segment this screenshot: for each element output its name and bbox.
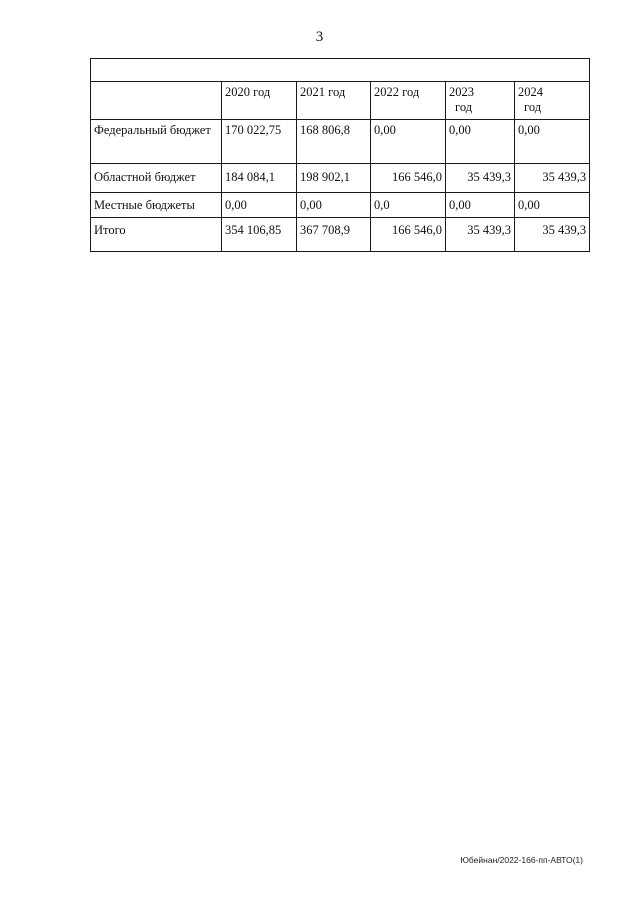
header-2023-line1: 2023 <box>449 85 474 99</box>
cell-2023: 35 439,3 <box>446 218 515 252</box>
table-row-total <box>91 218 590 252</box>
document-code: Юбейнан/2022-166-пп-АВТО(1) <box>460 855 583 865</box>
cell-2023: 35 439,3 <box>446 164 515 193</box>
cell-2021: 168 806,8 <box>297 120 371 164</box>
header-label-cell <box>91 82 222 120</box>
cell-2022: 166 546,0 <box>371 218 446 252</box>
table-row-regional <box>91 164 590 193</box>
row-label: Местные бюджеты <box>91 193 222 218</box>
cell-2023: 0,00 <box>446 193 515 218</box>
page-number: 3 <box>315 29 324 45</box>
table-row-local <box>91 193 590 218</box>
header-2024 <box>515 82 590 120</box>
cell-2022: 0,00 <box>371 120 446 164</box>
cell-2020: 354 106,85 <box>222 218 297 252</box>
header-2024-line1: 2024 <box>518 85 543 99</box>
cell-2022: 166 546,0 <box>371 164 446 193</box>
budget-table <box>90 58 590 252</box>
table-row-federal <box>91 120 590 164</box>
header-2022: 2022 год <box>371 82 446 120</box>
header-2020: 2020 год <box>222 82 297 120</box>
header-2024-line2: год <box>524 100 542 114</box>
cell-2023: 0,00 <box>446 120 515 164</box>
cell-2024: 35 439,3 <box>515 164 590 193</box>
row-label: Областной бюджет <box>91 164 222 193</box>
header-2021: 2021 год <box>297 82 371 120</box>
cell-2021: 0,00 <box>297 193 371 218</box>
cell-2024: 0,00 <box>515 193 590 218</box>
header-2023-line2: год <box>455 100 473 114</box>
cell-2024: 0,00 <box>515 120 590 164</box>
table-header-row <box>91 82 590 120</box>
cell-2020: 170 022,75 <box>222 120 297 164</box>
cell-2020: 184 084,1 <box>222 164 297 193</box>
cell-2021: 367 708,9 <box>297 218 371 252</box>
row-label: Итого <box>91 218 222 252</box>
cell-2024: 35 439,3 <box>515 218 590 252</box>
row-label: Федеральный бюджет <box>91 120 222 164</box>
cell-2021: 198 902,1 <box>297 164 371 193</box>
table-title-cell <box>91 59 590 82</box>
cell-2022: 0,0 <box>371 193 446 218</box>
header-2023 <box>446 82 515 120</box>
table-title-row <box>91 59 590 82</box>
cell-2020: 0,00 <box>222 193 297 218</box>
